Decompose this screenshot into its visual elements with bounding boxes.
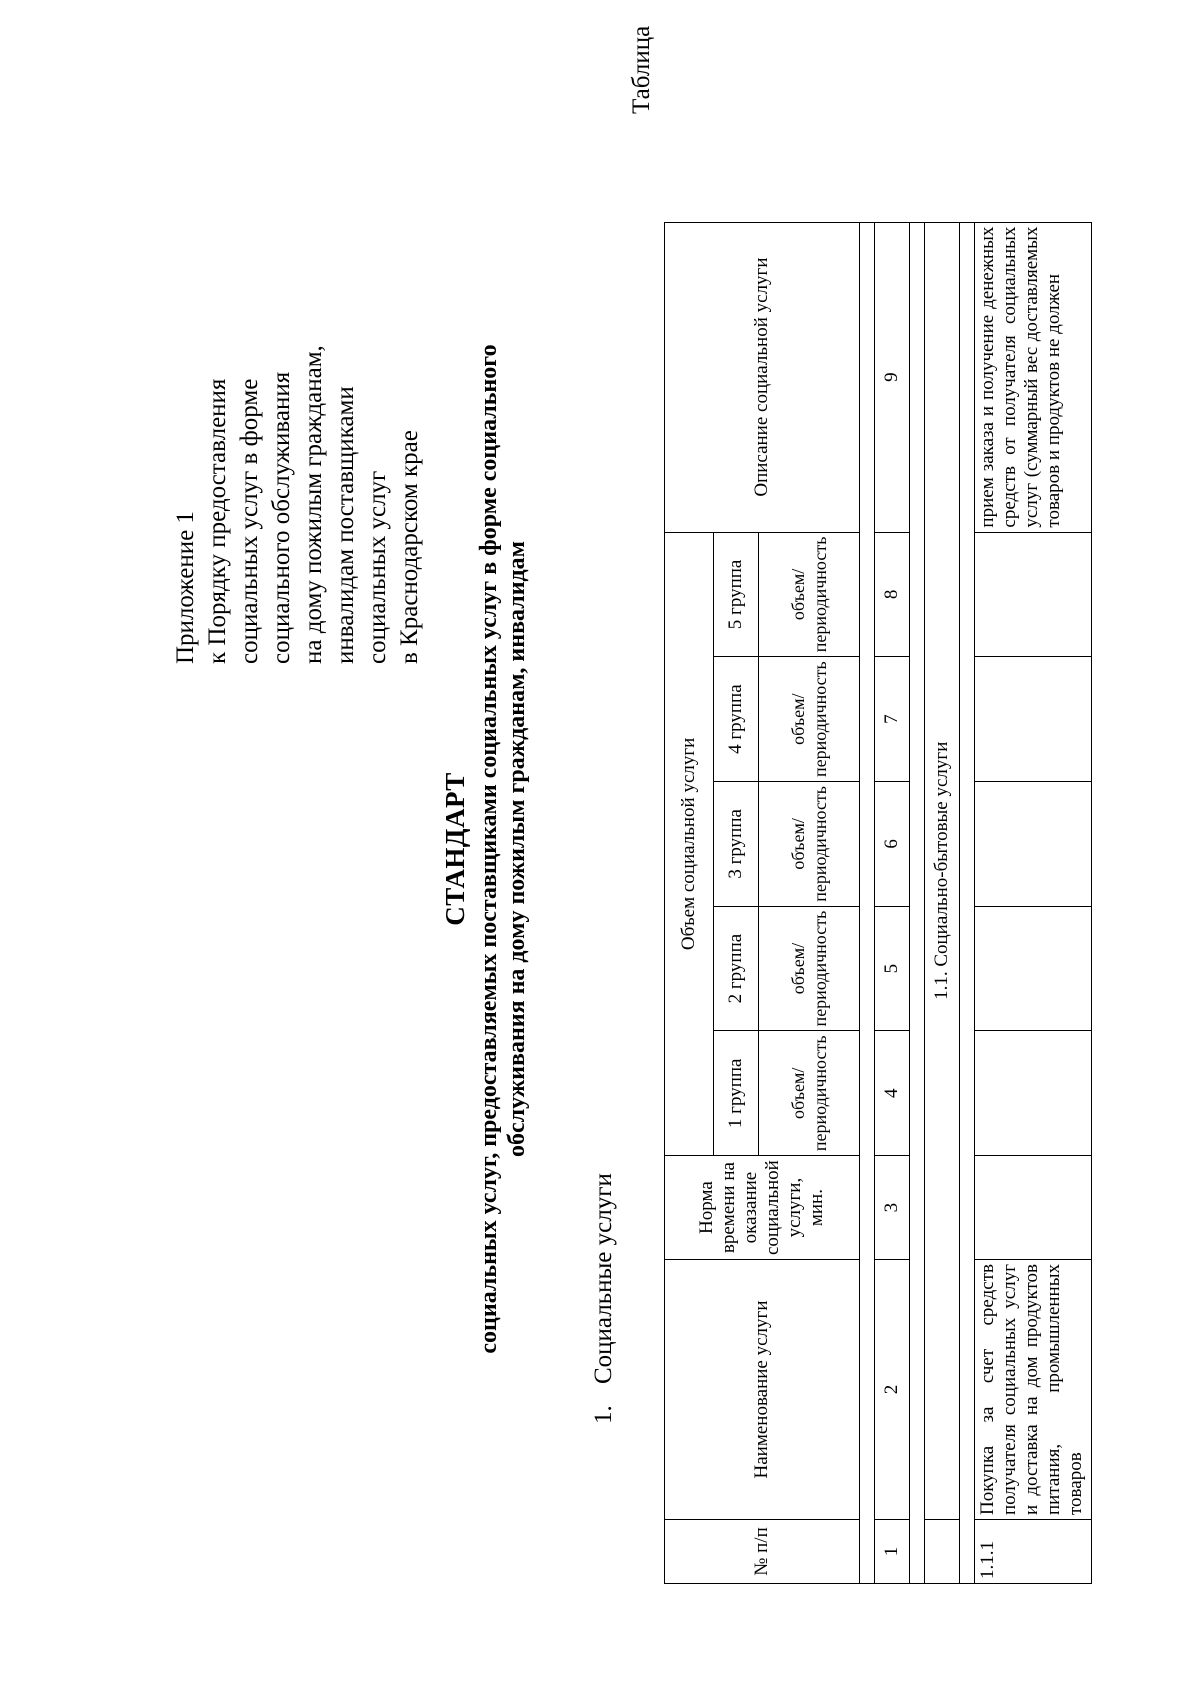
- document-title-block: [440, 24, 531, 1674]
- header-group-1-sub: объем/ периодичность: [759, 1031, 860, 1156]
- document-title: СТАНДАРТ: [440, 772, 470, 926]
- header-group-2-sub: объем/ периодичность: [759, 906, 860, 1031]
- row-description: прием заказа и получение денежных средств от получателя социальных услуг (суммарный вес доставляемых товаров и продуктов не должен: [975, 222, 1092, 532]
- table-gap: [960, 222, 975, 1583]
- appendix-line: Приложение 1: [172, 511, 199, 664]
- header-group-4-sub: объем/ периодичность: [759, 657, 860, 782]
- appendix-line: к Порядку предоставления: [204, 378, 231, 664]
- appendix-line: социальных услуг: [364, 470, 391, 664]
- standard-table: [664, 222, 1092, 1584]
- column-number: 1: [875, 1520, 910, 1584]
- appendix-line: социального обслуживания: [268, 371, 295, 664]
- subsection-heading: 1.1. Социально-бытовые услуги: [925, 222, 960, 1519]
- table-row: [975, 222, 1092, 1583]
- table-gap: [860, 222, 875, 1583]
- row-num: 1.1.1: [975, 1520, 1092, 1584]
- row-name: Покупка за счет средств получателя социальных услуг и доставка на дом продуктов питания, промышленных товаров: [975, 1260, 1092, 1520]
- table-gap-cell: [960, 222, 975, 1583]
- header-group-5-sub: объем/ периодичность: [759, 532, 860, 657]
- header-description: Описание социальной услуги: [665, 222, 860, 532]
- column-number: 9: [875, 222, 910, 532]
- row-group-2: [975, 906, 1092, 1031]
- table-gap-cell: [910, 222, 925, 1583]
- row-norm: [975, 1156, 1092, 1260]
- header-volume: Объем социальной услуги: [665, 532, 714, 1156]
- table-gap-cell: [860, 222, 875, 1583]
- column-number: 5: [875, 906, 910, 1031]
- row-group-1: [975, 1031, 1092, 1156]
- header-group-3-sub: объем/ периодичность: [759, 782, 860, 907]
- table-caption: Таблица: [628, 25, 655, 114]
- column-number: 6: [875, 782, 910, 907]
- document-subtitle-line1: социальных услуг, предоставляемых поставщиками социальных услуг в форме социального: [476, 344, 502, 1354]
- row-group-5: [975, 532, 1092, 657]
- column-number: 4: [875, 1031, 910, 1156]
- column-number: 7: [875, 657, 910, 782]
- table-gap: [910, 222, 925, 1583]
- header-num: № п/п: [665, 1520, 860, 1584]
- appendix-line: на дому пожилым гражданам,: [300, 345, 327, 664]
- column-number: 8: [875, 532, 910, 657]
- section-number: 1.: [590, 1405, 617, 1424]
- section-label: Социальные услуги: [590, 1173, 617, 1384]
- header-group-4: 4 группа: [714, 657, 759, 782]
- appendix-line: в Краснодарском крае: [396, 430, 423, 664]
- subsection-spacer: [925, 1520, 960, 1584]
- column-number: 3: [875, 1156, 910, 1260]
- row-group-4: [975, 657, 1092, 782]
- header-group-5: 5 группа: [714, 532, 759, 657]
- section-heading: [590, 1173, 618, 1424]
- appendix-line: социальных услуг в форме: [236, 378, 263, 664]
- header-norm: Норма времени на оказание социальной услуги, мин.: [665, 1156, 860, 1260]
- header-group-1: 1 группа: [714, 1031, 759, 1156]
- header-name: Наименование услуги: [665, 1260, 860, 1520]
- appendix-block: [170, 345, 426, 664]
- appendix-line: инвалидам поставщиками: [332, 386, 359, 664]
- header-group-2: 2 группа: [714, 906, 759, 1031]
- header-group-3: 3 группа: [714, 782, 759, 907]
- document-subtitle-line2: обслуживания на дому пожилым гражданам, инвалидам: [504, 540, 530, 1158]
- column-number: 2: [875, 1260, 910, 1520]
- row-group-3: [975, 782, 1092, 907]
